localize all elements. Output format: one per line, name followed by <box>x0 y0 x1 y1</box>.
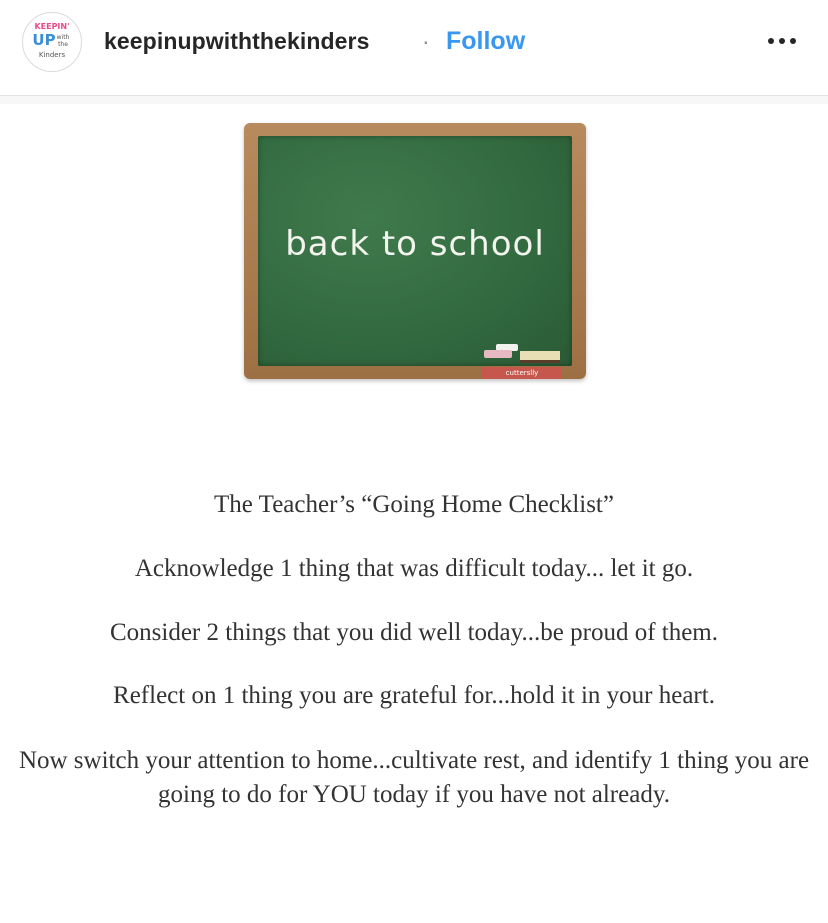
avatar[interactable] <box>22 12 82 72</box>
eraser-icon <box>520 351 560 363</box>
checklist-item: Now switch your attention to home...cultivate rest, and identify 1 thing you are going to do for YOU today if you have not already. <box>18 747 810 808</box>
follow-button[interactable]: Follow <box>446 27 526 55</box>
username[interactable]: keepinupwiththekinders <box>104 28 370 54</box>
post-image[interactable] <box>0 104 828 923</box>
keepin-up-logo-icon <box>23 13 81 71</box>
logo-line-kinders: Kinders <box>38 51 66 59</box>
checklist-title: The Teacher’s “Going Home Checklist” <box>214 491 614 518</box>
chalkboard-illustration <box>244 123 586 379</box>
chalkboard-text: back to school <box>285 224 545 264</box>
checklist-item: Consider 2 things that you did well today...be proud of them. <box>109 619 719 646</box>
header-divider <box>0 96 828 104</box>
logo-line-keepin: KEEPIN' <box>34 22 70 31</box>
checklist-item: Reflect on 1 thing you are grateful for...hold it in your heart. <box>113 682 715 709</box>
chalkboard-surface <box>258 136 572 377</box>
checklist-item: Acknowledge 1 thing that was difficult today... let it go. <box>134 555 694 582</box>
pink-chalk-icon <box>484 350 512 358</box>
separator-dot: · <box>422 28 430 54</box>
post-header <box>0 0 828 96</box>
logo-line-with: with <box>56 34 70 41</box>
logo-line-up: UP <box>32 31 56 49</box>
logo-line-the: the <box>58 41 68 48</box>
image-watermark: cutterslly <box>482 367 562 379</box>
more-options-icon[interactable] <box>766 34 802 50</box>
